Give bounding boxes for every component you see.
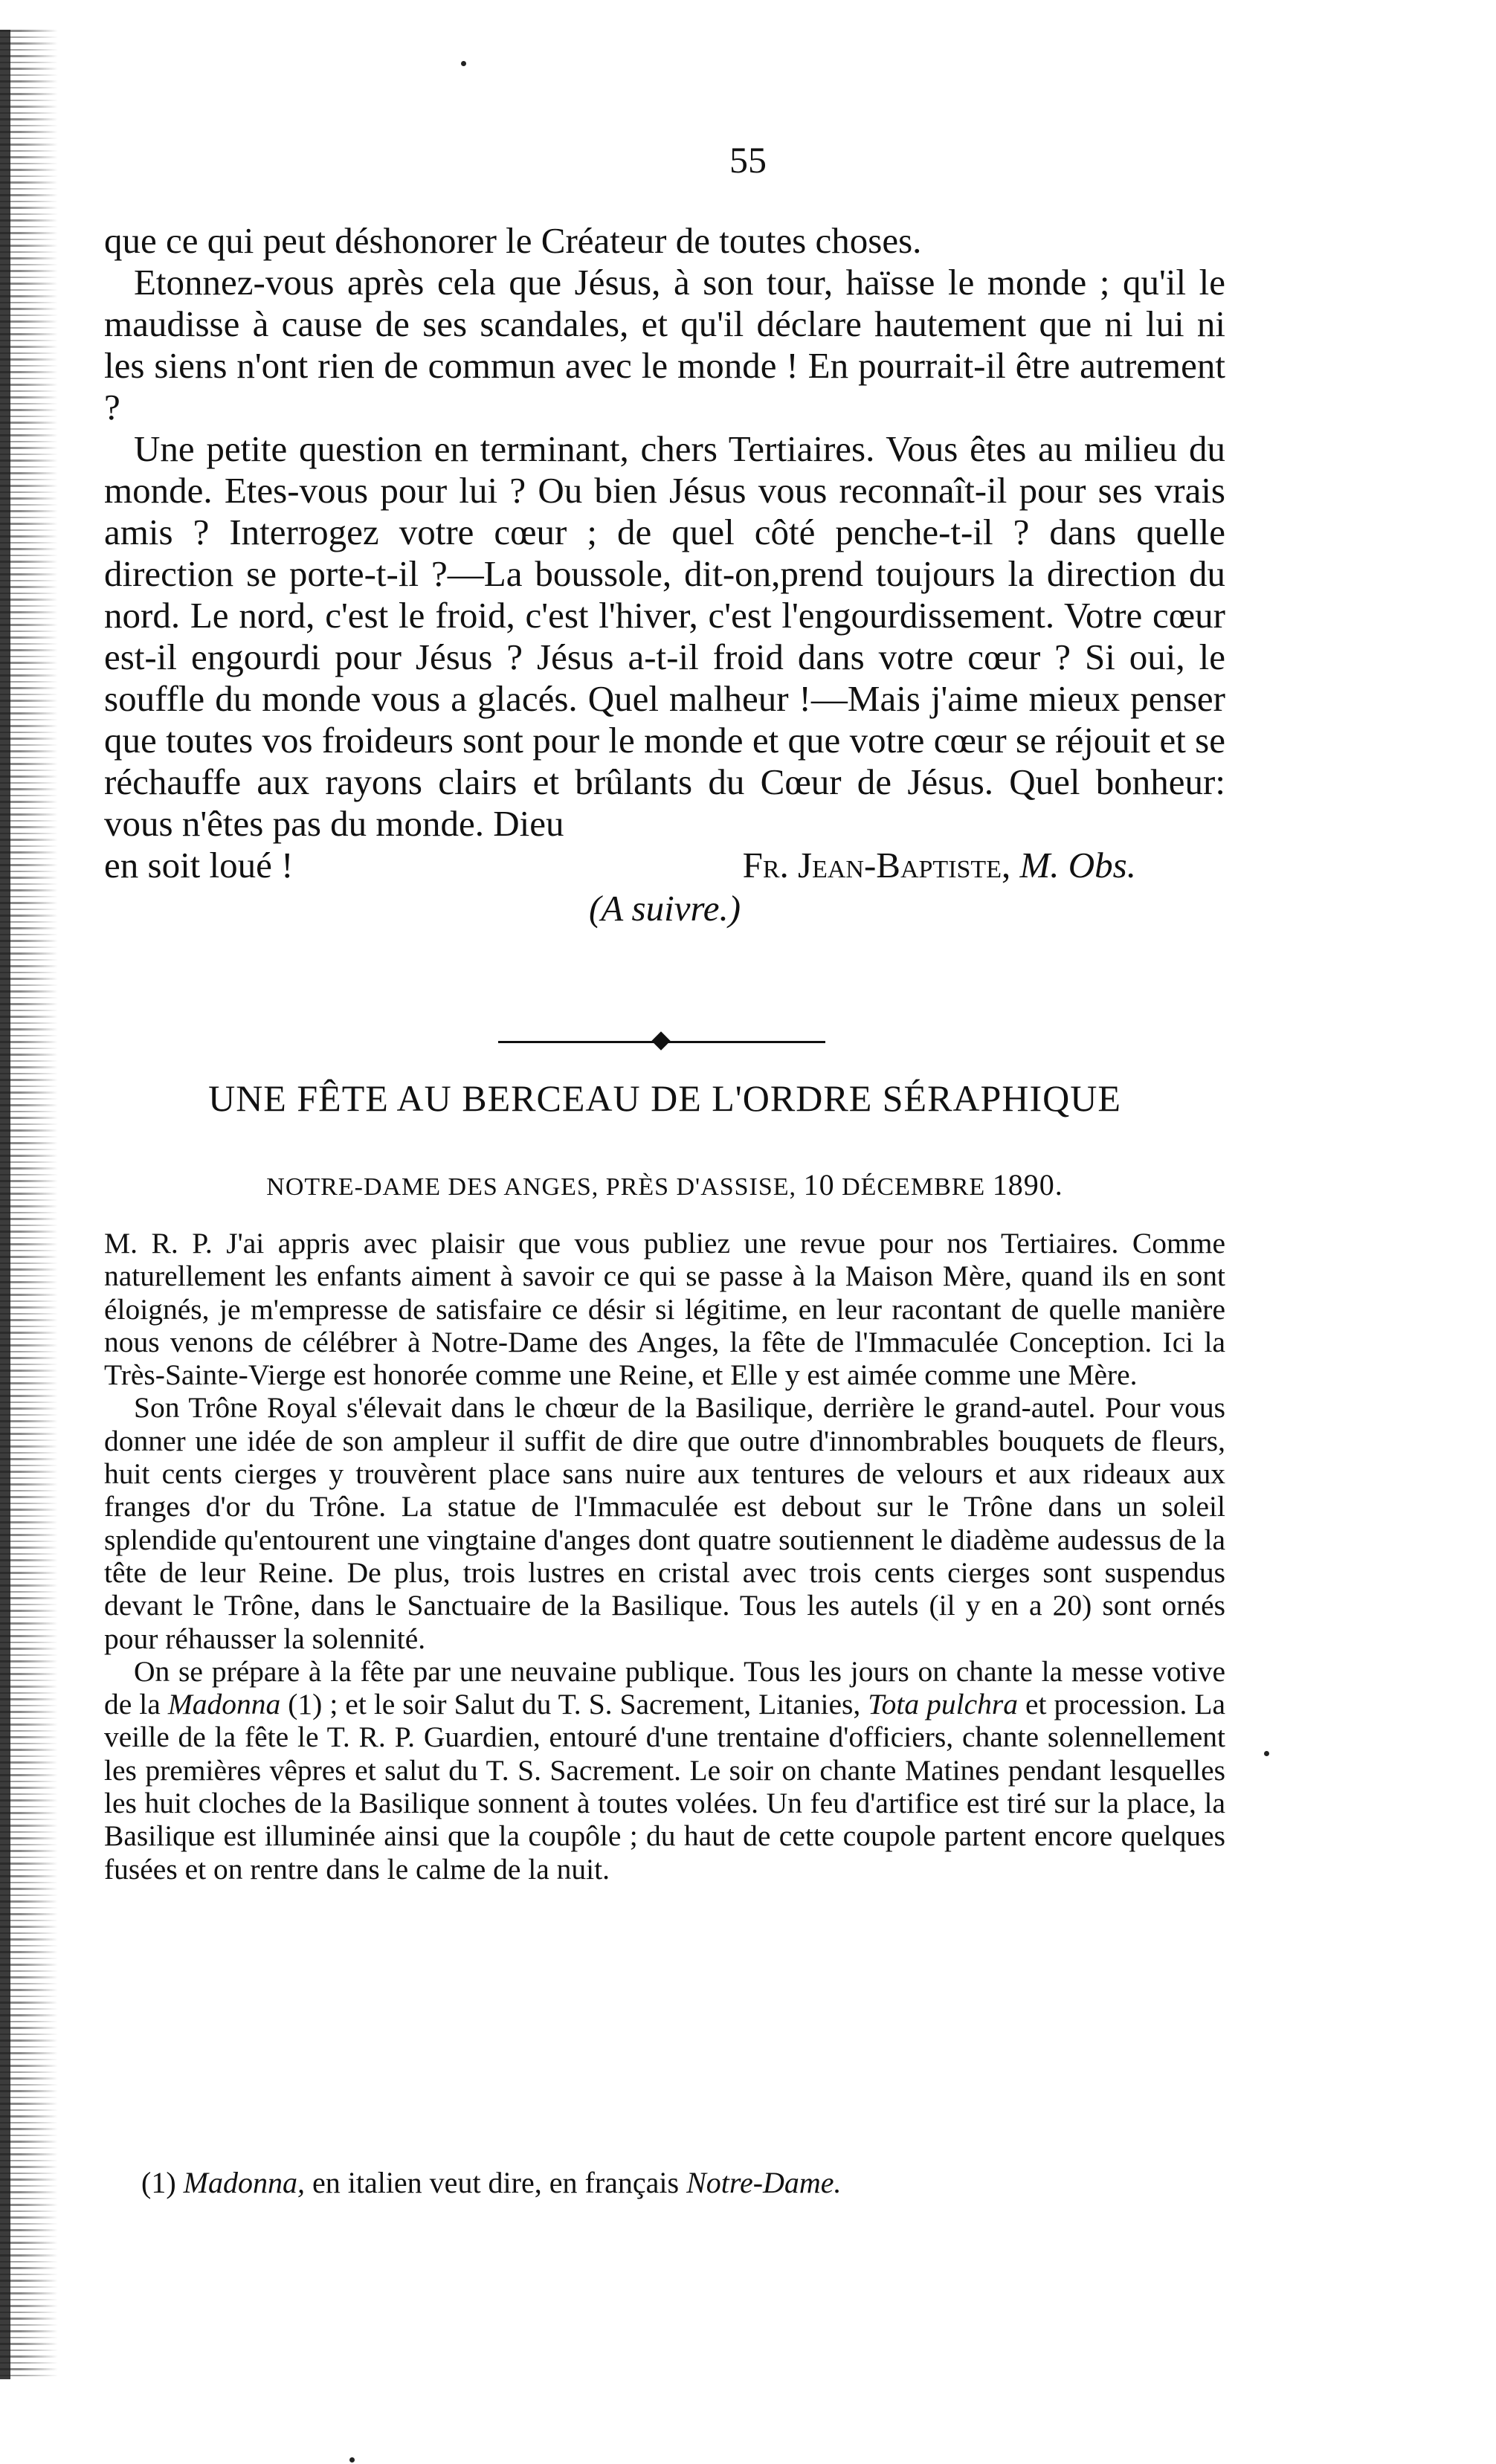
to-be-continued: (A suivre.) — [588, 888, 741, 929]
dateline-day: 10 — [803, 1168, 835, 1202]
divider-ornament — [651, 1031, 670, 1050]
dateline-month: DÉCEMBRE — [842, 1173, 986, 1201]
print-speck — [349, 2457, 355, 2463]
italic-term: Madonna — [167, 1688, 281, 1721]
print-speck — [461, 61, 466, 66]
closing-phrase: en soit loué ! — [104, 845, 294, 886]
article-title: UNE FÊTE AU BERCEAU DE L'ORDRE SÉRAPHIQUE — [208, 1077, 1121, 1119]
footnote: (1) Madonna, en italien veut dire, en français Notre-Dame. — [141, 2166, 842, 2199]
author-title: Fr. — [742, 845, 799, 886]
page-number: 55 — [729, 139, 767, 181]
footnote-marker: (1) — [141, 2166, 184, 2199]
paragraph: On se prépare à la fête par une neuvaine publique. Tous les jours on chante la messe votive de la Madonna (1) ; et le soir Salut du T. S. Sacrement, Litanies, Tota pulchra et procession. La veille de la fête le T. R. P. Guardien, entouré d'une trentaine d'officiers, chante solennellement les premières vêpres et salut du T. S. Sacrement. Le soir on chante Matines pendant lesquelles les huit cloches de la Basilique sonnent à toutes volées. Un feu d'artifice est tiré sur la place, la Basilique est illuminée ainsi que la coupôle ; du haut de cette coupole partent encore quelques fusées et on rentre dans le calme de la nuit. — [104, 1654, 1225, 1886]
paragraph: Etonnez-vous après cela que Jésus, à son tour, haïsse le monde ; qu'il le maudisse à cause de ses scandales, et qu'il déclare hautement que ni lui ni les siens n'ont rien de commun avec le monde ! En pourrait-il être autrement ? — [104, 262, 1225, 428]
article-body — [104, 1227, 1225, 1886]
italic-term: Tota pulchra — [868, 1688, 1018, 1721]
footnote-translation: Notre-Dame. — [686, 2166, 842, 2199]
article-dateline — [104, 1167, 1225, 1202]
author-order: M. Obs. — [1019, 845, 1136, 886]
paragraph: M. R. P. J'ai appris avec plaisir que vous publiez une revue pour nos Tertiaires. Comme naturellement les enfants aiment à savoir ce qui se passe à la Maison Mère, quand ils en sont éloignés, je m'empresse de satisfaire ce désir si légitime, en leur racontant de quelle manière nous venons de célébrer à Notre-Dame des Anges, la fête de l'Immaculée Conception. Ici la Très-Sainte-Vierge est honorée comme une Reine, et Elle y est aimée comme une Mère. — [104, 1227, 1225, 1392]
dateline-place: NOTRE-DAME DES ANGES, PRÈS D'ASSISE, — [266, 1173, 797, 1201]
author-name: Jean-Baptiste, — [798, 845, 1011, 886]
paragraph: Une petite question en terminant, chers Tertiaires. Vous êtes au milieu du monde. Etes-vous pour lui ? Ou bien Jésus vous reconnaît-il pour ses vrais amis ? Interrogez votre cœur ; de quel côté penche-t-il ? dans quelle direction se porte-t-il ?—La boussole, dit-on,prend toujours la direction du nord. Le nord, c'est le froid, c'est l'hiver, c'est l'engourdissement. Votre cœur est-il engourdi pour Jésus ? Jésus a-t-il froid dans votre cœur ? Si oui, le souffle du monde vous a glacés. Quel malheur !—Mais j'aime mieux penser que toutes vos froideurs sont pour le monde et que votre cœur se réjouit et se réchauffe aux rayons clairs et brûlants du Cœur de Jésus. Quel bonheur: vous n'êtes pas du monde. Dieu — [104, 428, 1225, 844]
author-signature — [743, 845, 1225, 886]
page-gutter-shadow — [0, 30, 10, 2379]
paragraph: Son Trône Royal s'élevait dans le chœur de la Basilique, derrière le grand-autel. Pour vous donner une idée de son ampleur il suffit de dire que outre d'innombrables bouquets de fleurs, huit cents cierges y trouvèrent place sans nuire aux tentures de velours et aux rideaux aux franges d'or du Trône. La statue de l'Immaculée est debout sur le Trône dans un soleil splendide qu'entourent une vingtaine d'anges dont quatre soutiennent le diadème audessus de la tête de leur Reine. De plus, trois lustres en cristal avec trois cents cierges sont suspendus devant le Trône, dans le Sanctuaire de la Basilique. Tous les autels (il y en a 20) sont ornés pour réhausser la solennité. — [104, 1391, 1225, 1655]
previous-article-ending — [104, 220, 1225, 929]
signature-line — [104, 845, 1225, 886]
paragraph: que ce qui peut déshonorer le Créateur de toutes choses. — [104, 220, 922, 261]
footnote-term: Madonna, — [183, 2166, 305, 2199]
print-speck — [1264, 1751, 1269, 1756]
dateline-year: 1890. — [992, 1168, 1063, 1202]
